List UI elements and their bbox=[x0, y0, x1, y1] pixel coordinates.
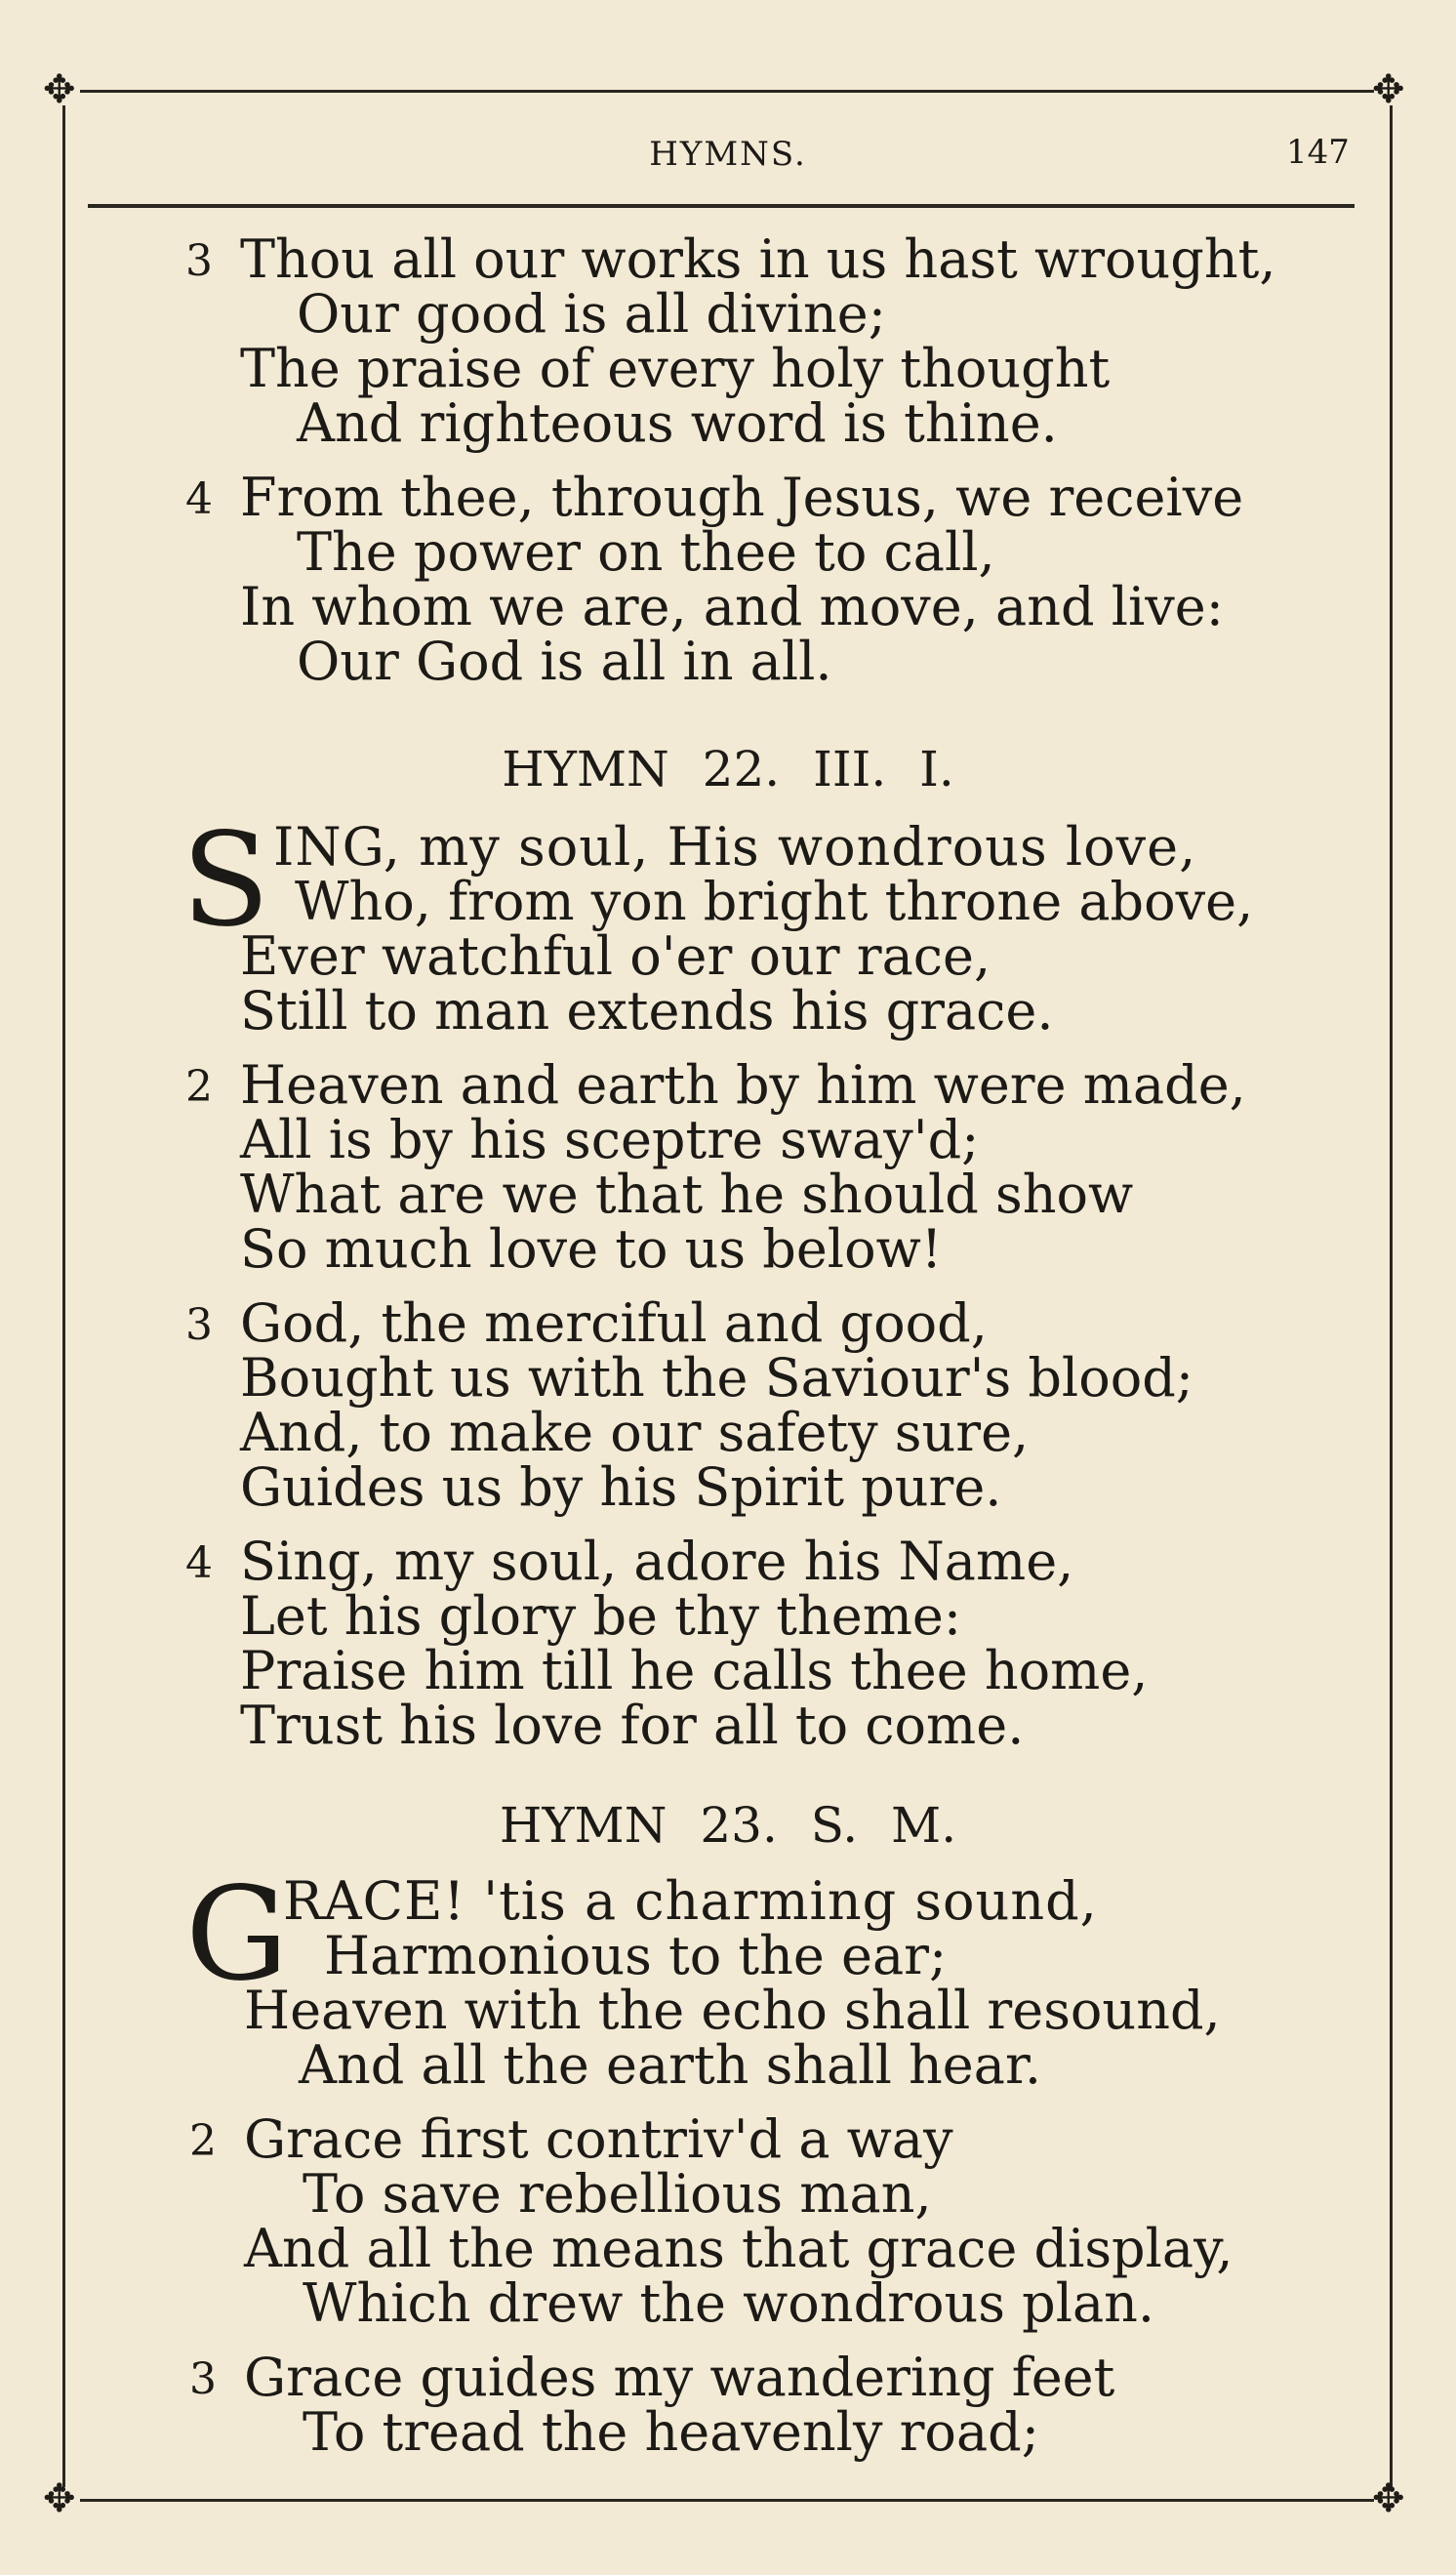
verse-line: Grace first contriv'd a way bbox=[244, 2108, 953, 2170]
verse-line: What are we that he should show bbox=[240, 1164, 1134, 1225]
verse-line: Bought us with the Saviour's blood; bbox=[240, 1347, 1193, 1409]
verse-number: 2 bbox=[185, 1062, 213, 1112]
verse-line: Ever watchful o'er our race, bbox=[240, 925, 991, 987]
corner-ornament-icon: ✥ bbox=[43, 67, 76, 112]
verse-line: Still to man extends his grace. bbox=[240, 980, 1054, 1042]
verse-line: And, to make our safety sure, bbox=[240, 1402, 1030, 1463]
verse-line: Heaven with the echo shall resound, bbox=[244, 1980, 1221, 2041]
header-rule bbox=[88, 204, 1355, 208]
verse-number: 4 bbox=[185, 474, 213, 524]
corner-ornament-icon: ✥ bbox=[1372, 67, 1405, 112]
verse-line: RACE! 'tis a charming sound, bbox=[283, 1870, 1098, 1932]
hymn-title: HYMN 23. S. M. bbox=[499, 1797, 957, 1854]
verse-line: Grace guides my wandering feet bbox=[244, 2347, 1115, 2408]
verse-number: 3 bbox=[185, 1300, 213, 1350]
verse-line: Guides us by his Spirit pure. bbox=[240, 1456, 1002, 1518]
verse-number: 3 bbox=[189, 2354, 217, 2404]
verse-line: Let his glory be thy theme: bbox=[240, 1585, 962, 1647]
verse-line: In whom we are, and move, and live: bbox=[240, 576, 1224, 637]
right-border bbox=[1390, 105, 1393, 2487]
verse-line: To save rebellious man, bbox=[303, 2163, 932, 2225]
left-border bbox=[62, 105, 65, 2487]
page-number: 147 bbox=[1286, 133, 1350, 172]
verse-line: Our God is all in all. bbox=[297, 631, 832, 692]
verse-number: 2 bbox=[189, 2116, 217, 2166]
verse-line: Praise him till he calls thee home, bbox=[240, 1640, 1149, 1701]
verse-line: Which drew the wondrous plan. bbox=[303, 2272, 1155, 2334]
verse-line: Trust his love for all to come. bbox=[240, 1695, 1025, 1756]
verse-line: Our good is all divine; bbox=[297, 283, 886, 345]
verse-number: 3 bbox=[185, 236, 213, 286]
verse-line: And all the earth shall hear. bbox=[299, 2034, 1041, 2096]
verse-line: And all the means that grace display, bbox=[244, 2218, 1234, 2279]
verse-line: To tread the heavenly road; bbox=[303, 2401, 1039, 2463]
verse-line: All is by his sceptre sway'd; bbox=[240, 1109, 980, 1170]
corner-ornament-icon: ✥ bbox=[43, 2476, 76, 2521]
drop-cap: G bbox=[185, 1860, 289, 2010]
verse-number: 4 bbox=[185, 1538, 213, 1588]
verse-line: So much love to us below! bbox=[240, 1218, 943, 1280]
hymn-title: HYMN 22. III. I. bbox=[502, 741, 954, 797]
verse-line: And righteous word is thine. bbox=[297, 392, 1058, 454]
verse-line: Who, from yon bright throne above, bbox=[295, 871, 1254, 932]
verse-line: Sing, my soul, adore his Name, bbox=[240, 1531, 1074, 1592]
top-border bbox=[80, 90, 1374, 93]
verse-line: The praise of every holy thought bbox=[240, 338, 1111, 399]
drop-cap: S bbox=[182, 805, 270, 956]
corner-ornament-icon: ✥ bbox=[1372, 2476, 1405, 2521]
running-title: HYMNS. bbox=[649, 135, 807, 174]
bottom-border bbox=[80, 2499, 1374, 2502]
verse-line: God, the merciful and good, bbox=[240, 1292, 988, 1354]
verse-line: ING, my soul, His wondrous love, bbox=[273, 816, 1197, 878]
verse-line: Heaven and earth by him were made, bbox=[240, 1054, 1246, 1116]
verse-line: From thee, through Jesus, we receive bbox=[240, 467, 1244, 528]
verse-line: Thou all our works in us hast wrought, bbox=[240, 228, 1276, 290]
verse-line: Harmonious to the ear; bbox=[324, 1925, 948, 1986]
verse-line: The power on thee to call, bbox=[297, 521, 995, 583]
